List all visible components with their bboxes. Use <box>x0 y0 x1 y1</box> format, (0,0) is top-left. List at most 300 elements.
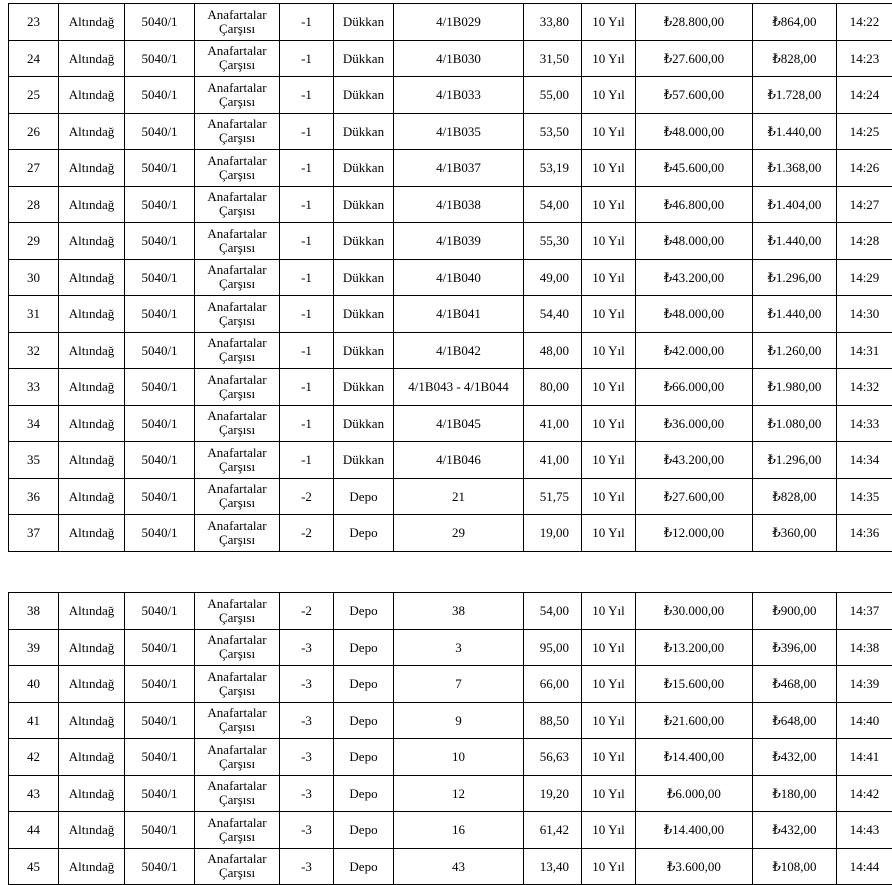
type-cell: Depo <box>334 515 394 552</box>
floor-cell: -1 <box>280 259 334 296</box>
type-cell: Dükkan <box>334 186 394 223</box>
time-cell: 14:41 <box>837 739 892 776</box>
parcel-cell: 5040/1 <box>125 405 195 442</box>
location-line: Çarşısı <box>195 647 279 661</box>
floor-cell: -2 <box>280 478 334 515</box>
deposit-cell: ₺1.260,00 <box>753 332 837 369</box>
row-number-cell: 24 <box>9 40 59 77</box>
price-cell: ₺14.400,00 <box>636 739 753 776</box>
parcel-cell: 5040/1 <box>125 848 195 885</box>
deposit-cell: ₺648,00 <box>753 702 837 739</box>
area-cell: 19,00 <box>524 515 582 552</box>
table-row <box>9 515 892 552</box>
unit-number-cell: 3 <box>394 629 524 666</box>
unit-number-cell: 4/1B040 <box>394 259 524 296</box>
floor-cell: -3 <box>280 812 334 849</box>
unit-number-cell: 21 <box>394 478 524 515</box>
type-cell: Depo <box>334 478 394 515</box>
location-line: Çarşısı <box>195 793 279 807</box>
area-cell: 88,50 <box>524 702 582 739</box>
deposit-cell: ₺1.440,00 <box>753 296 837 333</box>
floor-cell: -1 <box>280 4 334 41</box>
unit-number-cell: 4/1B041 <box>394 296 524 333</box>
parcel-cell: 5040/1 <box>125 666 195 703</box>
deposit-cell: ₺396,00 <box>753 629 837 666</box>
area-cell: 56,63 <box>524 739 582 776</box>
location-line: Anafartalar <box>195 743 279 757</box>
table-row <box>9 739 892 776</box>
unit-number-cell: 4/1B046 <box>394 442 524 479</box>
district-cell: Altındağ <box>59 259 125 296</box>
area-cell: 53,19 <box>524 150 582 187</box>
area-cell: 61,42 <box>524 812 582 849</box>
deposit-cell: ₺1.404,00 <box>753 186 837 223</box>
type-cell: Depo <box>334 812 394 849</box>
parcel-cell: 5040/1 <box>125 702 195 739</box>
time-cell: 14:33 <box>837 405 892 442</box>
deposit-cell: ₺108,00 <box>753 848 837 885</box>
table-row <box>9 150 892 187</box>
type-cell: Dükkan <box>334 296 394 333</box>
district-cell: Altındağ <box>59 739 125 776</box>
price-cell: ₺43.200,00 <box>636 259 753 296</box>
unit-number-cell: 4/1B035 <box>394 113 524 150</box>
type-cell: Dükkan <box>334 150 394 187</box>
row-number-cell: 27 <box>9 150 59 187</box>
location-line: Çarşısı <box>195 533 279 547</box>
time-cell: 14:23 <box>837 40 892 77</box>
floor-cell: -3 <box>280 848 334 885</box>
floor-cell: -1 <box>280 186 334 223</box>
time-cell: 14:34 <box>837 442 892 479</box>
area-cell: 19,20 <box>524 775 582 812</box>
location-line: Anafartalar <box>195 633 279 647</box>
location-cell <box>195 369 280 406</box>
time-cell: 14:37 <box>837 593 892 630</box>
lease-term-cell: 10 Yıl <box>582 775 636 812</box>
price-cell: ₺43.200,00 <box>636 442 753 479</box>
floor-cell: -1 <box>280 40 334 77</box>
deposit-cell: ₺1.296,00 <box>753 442 837 479</box>
table-row <box>9 812 892 849</box>
price-cell: ₺46.800,00 <box>636 186 753 223</box>
district-cell: Altındağ <box>59 40 125 77</box>
table-row <box>9 77 892 114</box>
time-cell: 14:44 <box>837 848 892 885</box>
location-cell <box>195 4 280 41</box>
parcel-cell: 5040/1 <box>125 629 195 666</box>
deposit-cell: ₺1.296,00 <box>753 259 837 296</box>
location-cell <box>195 405 280 442</box>
location-line: Anafartalar <box>195 373 279 387</box>
time-cell: 14:26 <box>837 150 892 187</box>
table-row <box>9 629 892 666</box>
table-body <box>9 593 892 885</box>
location-cell <box>195 186 280 223</box>
table-row <box>9 223 892 260</box>
area-cell: 54,00 <box>524 593 582 630</box>
district-cell: Altındağ <box>59 296 125 333</box>
table-row <box>9 702 892 739</box>
lease-term-cell: 10 Yıl <box>582 332 636 369</box>
lease-term-cell: 10 Yıl <box>582 848 636 885</box>
location-cell <box>195 629 280 666</box>
price-cell: ₺36.000,00 <box>636 405 753 442</box>
area-cell: 66,00 <box>524 666 582 703</box>
time-cell: 14:42 <box>837 775 892 812</box>
row-number-cell: 38 <box>9 593 59 630</box>
location-line: Çarşısı <box>195 131 279 145</box>
area-cell: 55,00 <box>524 77 582 114</box>
parcel-cell: 5040/1 <box>125 113 195 150</box>
unit-number-cell: 4/1B045 <box>394 405 524 442</box>
lease-term-cell: 10 Yıl <box>582 405 636 442</box>
location-line: Çarşısı <box>195 314 279 328</box>
floor-cell: -2 <box>280 593 334 630</box>
floor-cell: -1 <box>280 77 334 114</box>
location-line: Çarşısı <box>195 866 279 880</box>
lease-term-cell: 10 Yıl <box>582 4 636 41</box>
area-cell: 53,50 <box>524 113 582 150</box>
time-cell: 14:39 <box>837 666 892 703</box>
location-line: Anafartalar <box>195 336 279 350</box>
parcel-cell: 5040/1 <box>125 739 195 776</box>
location-line: Çarşısı <box>195 168 279 182</box>
table-row <box>9 478 892 515</box>
deposit-cell: ₺360,00 <box>753 515 837 552</box>
area-cell: 51,75 <box>524 478 582 515</box>
unit-number-cell: 16 <box>394 812 524 849</box>
location-line: Anafartalar <box>195 482 279 496</box>
type-cell: Dükkan <box>334 405 394 442</box>
parcel-cell: 5040/1 <box>125 369 195 406</box>
location-cell <box>195 775 280 812</box>
time-cell: 14:36 <box>837 515 892 552</box>
price-cell: ₺12.000,00 <box>636 515 753 552</box>
parcel-cell: 5040/1 <box>125 186 195 223</box>
location-line: Çarşısı <box>195 460 279 474</box>
row-number-cell: 37 <box>9 515 59 552</box>
location-line: Anafartalar <box>195 519 279 533</box>
time-cell: 14:38 <box>837 629 892 666</box>
location-line: Anafartalar <box>195 300 279 314</box>
price-cell: ₺21.600,00 <box>636 702 753 739</box>
type-cell: Dükkan <box>334 77 394 114</box>
district-cell: Altındağ <box>59 405 125 442</box>
row-number-cell: 33 <box>9 369 59 406</box>
floor-cell: -1 <box>280 442 334 479</box>
lease-term-cell: 10 Yıl <box>582 150 636 187</box>
district-cell: Altındağ <box>59 812 125 849</box>
district-cell: Altındağ <box>59 775 125 812</box>
unit-number-cell: 9 <box>394 702 524 739</box>
lease-term-cell: 10 Yıl <box>582 442 636 479</box>
type-cell: Dükkan <box>334 113 394 150</box>
location-line: Anafartalar <box>195 706 279 720</box>
parcel-cell: 5040/1 <box>125 40 195 77</box>
type-cell: Depo <box>334 848 394 885</box>
time-cell: 14:35 <box>837 478 892 515</box>
row-number-cell: 25 <box>9 77 59 114</box>
floor-cell: -1 <box>280 150 334 187</box>
table-row <box>9 40 892 77</box>
parcel-cell: 5040/1 <box>125 259 195 296</box>
deposit-cell: ₺180,00 <box>753 775 837 812</box>
location-cell <box>195 812 280 849</box>
price-cell: ₺66.000,00 <box>636 369 753 406</box>
price-cell: ₺15.600,00 <box>636 666 753 703</box>
type-cell: Dükkan <box>334 442 394 479</box>
location-cell <box>195 296 280 333</box>
price-cell: ₺57.600,00 <box>636 77 753 114</box>
table-row <box>9 369 892 406</box>
parcel-cell: 5040/1 <box>125 4 195 41</box>
price-cell: ₺30.000,00 <box>636 593 753 630</box>
price-cell: ₺6.000,00 <box>636 775 753 812</box>
row-number-cell: 31 <box>9 296 59 333</box>
table-body <box>9 4 892 552</box>
price-cell: ₺13.200,00 <box>636 629 753 666</box>
district-cell: Altındağ <box>59 186 125 223</box>
lease-term-cell: 10 Yıl <box>582 478 636 515</box>
lease-term-cell: 10 Yıl <box>582 296 636 333</box>
parcel-cell: 5040/1 <box>125 812 195 849</box>
location-line: Anafartalar <box>195 81 279 95</box>
type-cell: Dükkan <box>334 4 394 41</box>
location-line: Çarşısı <box>195 830 279 844</box>
parcel-cell: 5040/1 <box>125 223 195 260</box>
district-cell: Altındağ <box>59 593 125 630</box>
price-cell: ₺28.800,00 <box>636 4 753 41</box>
district-cell: Altındağ <box>59 77 125 114</box>
unit-number-cell: 4/1B043 - 4/1B044 <box>394 369 524 406</box>
parcel-cell: 5040/1 <box>125 478 195 515</box>
row-number-cell: 43 <box>9 775 59 812</box>
unit-number-cell: 7 <box>394 666 524 703</box>
row-number-cell: 39 <box>9 629 59 666</box>
floor-cell: -3 <box>280 629 334 666</box>
row-number-cell: 41 <box>9 702 59 739</box>
district-cell: Altındağ <box>59 332 125 369</box>
table-row <box>9 4 892 41</box>
table-row <box>9 666 892 703</box>
location-cell <box>195 442 280 479</box>
deposit-cell: ₺864,00 <box>753 4 837 41</box>
time-cell: 14:40 <box>837 702 892 739</box>
parcel-cell: 5040/1 <box>125 775 195 812</box>
price-cell: ₺14.400,00 <box>636 812 753 849</box>
location-line: Çarşısı <box>195 684 279 698</box>
lease-term-cell: 10 Yıl <box>582 40 636 77</box>
district-cell: Altındağ <box>59 515 125 552</box>
floor-cell: -2 <box>280 515 334 552</box>
location-cell <box>195 848 280 885</box>
floor-cell: -1 <box>280 113 334 150</box>
district-cell: Altındağ <box>59 4 125 41</box>
unit-number-cell: 4/1B038 <box>394 186 524 223</box>
area-cell: 49,00 <box>524 259 582 296</box>
floor-cell: -1 <box>280 296 334 333</box>
district-cell: Altındağ <box>59 150 125 187</box>
type-cell: Depo <box>334 739 394 776</box>
table-row <box>9 296 892 333</box>
location-line: Çarşısı <box>195 58 279 72</box>
location-cell <box>195 77 280 114</box>
location-line: Çarşısı <box>195 22 279 36</box>
location-line: Çarşısı <box>195 611 279 625</box>
time-cell: 14:22 <box>837 4 892 41</box>
row-number-cell: 40 <box>9 666 59 703</box>
lease-term-cell: 10 Yıl <box>582 666 636 703</box>
location-line: Anafartalar <box>195 44 279 58</box>
deposit-cell: ₺432,00 <box>753 739 837 776</box>
unit-number-cell: 4/1B030 <box>394 40 524 77</box>
unit-number-cell: 29 <box>394 515 524 552</box>
row-number-cell: 42 <box>9 739 59 776</box>
price-cell: ₺3.600,00 <box>636 848 753 885</box>
unit-number-cell: 10 <box>394 739 524 776</box>
row-number-cell: 34 <box>9 405 59 442</box>
location-line: Anafartalar <box>195 816 279 830</box>
area-cell: 41,00 <box>524 405 582 442</box>
parcel-cell: 5040/1 <box>125 332 195 369</box>
area-cell: 54,40 <box>524 296 582 333</box>
table-row <box>9 332 892 369</box>
parcel-cell: 5040/1 <box>125 515 195 552</box>
lease-term-cell: 10 Yıl <box>582 186 636 223</box>
type-cell: Depo <box>334 629 394 666</box>
time-cell: 14:43 <box>837 812 892 849</box>
type-cell: Depo <box>334 593 394 630</box>
unit-number-cell: 4/1B039 <box>394 223 524 260</box>
area-cell: 55,30 <box>524 223 582 260</box>
time-cell: 14:28 <box>837 223 892 260</box>
district-cell: Altındağ <box>59 702 125 739</box>
location-line: Çarşısı <box>195 241 279 255</box>
location-line: Anafartalar <box>195 852 279 866</box>
type-cell: Dükkan <box>334 40 394 77</box>
deposit-cell: ₺1.440,00 <box>753 223 837 260</box>
location-cell <box>195 739 280 776</box>
location-line: Çarşısı <box>195 496 279 510</box>
type-cell: Depo <box>334 702 394 739</box>
type-cell: Dükkan <box>334 223 394 260</box>
table-row <box>9 775 892 812</box>
location-line: Çarşısı <box>195 720 279 734</box>
floor-cell: -1 <box>280 405 334 442</box>
row-number-cell: 29 <box>9 223 59 260</box>
parcel-cell: 5040/1 <box>125 593 195 630</box>
location-cell <box>195 515 280 552</box>
area-cell: 95,00 <box>524 629 582 666</box>
area-cell: 54,00 <box>524 186 582 223</box>
location-line: Anafartalar <box>195 779 279 793</box>
location-cell <box>195 478 280 515</box>
type-cell: Depo <box>334 775 394 812</box>
type-cell: Depo <box>334 666 394 703</box>
row-number-cell: 30 <box>9 259 59 296</box>
price-cell: ₺42.000,00 <box>636 332 753 369</box>
table-row <box>9 186 892 223</box>
location-line: Çarşısı <box>195 95 279 109</box>
row-number-cell: 45 <box>9 848 59 885</box>
location-line: Anafartalar <box>195 597 279 611</box>
district-cell: Altındağ <box>59 478 125 515</box>
location-line: Anafartalar <box>195 227 279 241</box>
location-line: Anafartalar <box>195 670 279 684</box>
location-line: Anafartalar <box>195 117 279 131</box>
listing-table-1 <box>8 3 892 552</box>
price-cell: ₺45.600,00 <box>636 150 753 187</box>
deposit-cell: ₺828,00 <box>753 478 837 515</box>
deposit-cell: ₺1.980,00 <box>753 369 837 406</box>
location-cell <box>195 593 280 630</box>
deposit-cell: ₺432,00 <box>753 812 837 849</box>
floor-cell: -1 <box>280 332 334 369</box>
floor-cell: -3 <box>280 702 334 739</box>
location-cell <box>195 223 280 260</box>
lease-term-cell: 10 Yıl <box>582 113 636 150</box>
time-cell: 14:31 <box>837 332 892 369</box>
district-cell: Altındağ <box>59 629 125 666</box>
table-row <box>9 259 892 296</box>
area-cell: 41,00 <box>524 442 582 479</box>
table-row <box>9 593 892 630</box>
district-cell: Altındağ <box>59 666 125 703</box>
lease-term-cell: 10 Yıl <box>582 812 636 849</box>
lease-term-cell: 10 Yıl <box>582 77 636 114</box>
lease-term-cell: 10 Yıl <box>582 593 636 630</box>
deposit-cell: ₺468,00 <box>753 666 837 703</box>
lease-term-cell: 10 Yıl <box>582 629 636 666</box>
parcel-cell: 5040/1 <box>125 296 195 333</box>
table-row <box>9 442 892 479</box>
unit-number-cell: 4/1B033 <box>394 77 524 114</box>
unit-number-cell: 43 <box>394 848 524 885</box>
row-number-cell: 36 <box>9 478 59 515</box>
parcel-cell: 5040/1 <box>125 442 195 479</box>
location-cell <box>195 113 280 150</box>
area-cell: 33,80 <box>524 4 582 41</box>
location-line: Anafartalar <box>195 190 279 204</box>
district-cell: Altındağ <box>59 223 125 260</box>
floor-cell: -3 <box>280 739 334 776</box>
lease-term-cell: 10 Yıl <box>582 515 636 552</box>
location-cell <box>195 666 280 703</box>
lease-term-cell: 10 Yıl <box>582 259 636 296</box>
unit-number-cell: 38 <box>394 593 524 630</box>
type-cell: Dükkan <box>334 259 394 296</box>
area-cell: 13,40 <box>524 848 582 885</box>
unit-number-cell: 4/1B029 <box>394 4 524 41</box>
district-cell: Altındağ <box>59 369 125 406</box>
location-line: Çarşısı <box>195 204 279 218</box>
lease-term-cell: 10 Yıl <box>582 369 636 406</box>
deposit-cell: ₺1.368,00 <box>753 150 837 187</box>
type-cell: Dükkan <box>334 332 394 369</box>
district-cell: Altındağ <box>59 442 125 479</box>
type-cell: Dükkan <box>334 369 394 406</box>
row-number-cell: 28 <box>9 186 59 223</box>
deposit-cell: ₺828,00 <box>753 40 837 77</box>
price-cell: ₺27.600,00 <box>636 40 753 77</box>
table-row <box>9 405 892 442</box>
location-cell <box>195 259 280 296</box>
row-number-cell: 26 <box>9 113 59 150</box>
area-cell: 31,50 <box>524 40 582 77</box>
price-cell: ₺48.000,00 <box>636 296 753 333</box>
deposit-cell: ₺1.440,00 <box>753 113 837 150</box>
